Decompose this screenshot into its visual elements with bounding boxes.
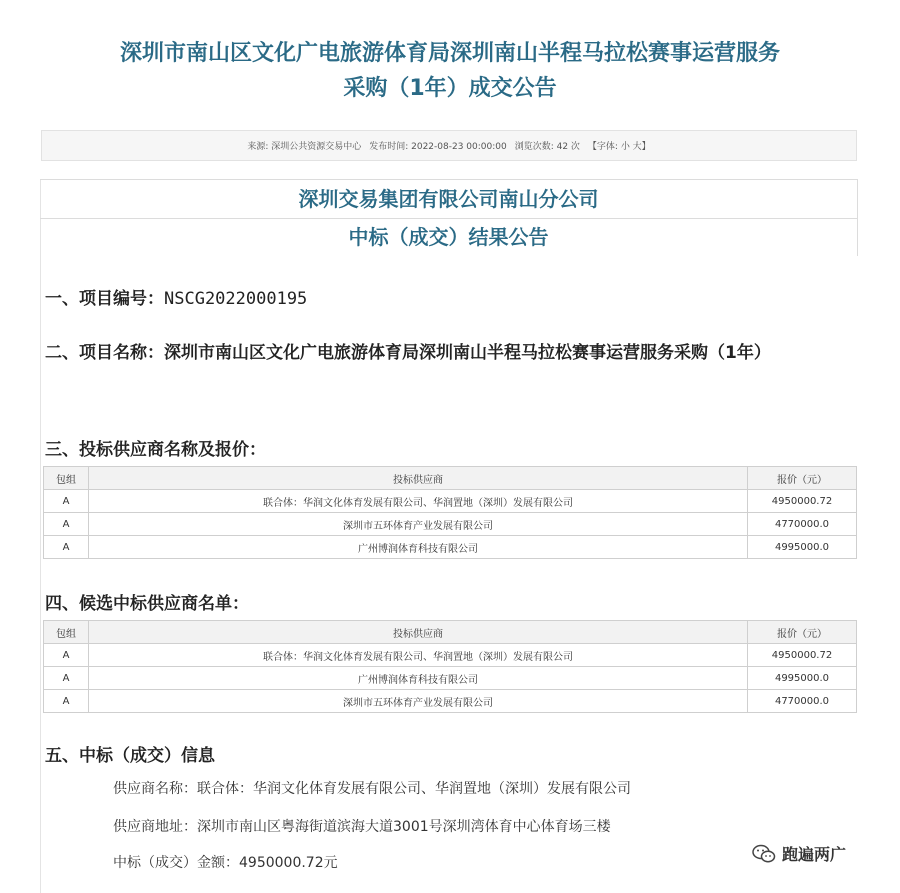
meta-views: 浏览次数: 42 次 [514, 142, 580, 152]
cell-group: A [44, 667, 89, 690]
table-header-row [44, 467, 857, 490]
project-number-label: 一、项目编号： [45, 289, 164, 309]
table-row [44, 667, 857, 690]
table-row [44, 644, 857, 667]
section-award-heading: 五、中标（成交）信息 [45, 746, 215, 766]
content-frame-border [40, 179, 41, 893]
notice-header [40, 179, 858, 256]
col-price-header: 报价（元） [748, 621, 857, 644]
cell-group: A [44, 644, 89, 667]
award-supplier-address: 供应商地址：深圳市南山区粤海街道滨海大道3001号深圳湾体育中心体育场三楼 [113, 819, 611, 835]
cell-group: A [44, 490, 89, 513]
section-project-name [45, 337, 865, 369]
cell-supplier: 联合体：华润文化体育发展有限公司、华润置地（深圳）发展有限公司 [89, 644, 748, 667]
col-supplier-header: 投标供应商 [89, 621, 748, 644]
bid-table [43, 466, 857, 559]
cell-group: A [44, 513, 89, 536]
col-supplier-header: 投标供应商 [89, 467, 748, 490]
col-group-header: 包组 [44, 621, 89, 644]
cell-price: 4950000.72 [748, 644, 857, 667]
cell-supplier: 联合体：华润文化体育发展有限公司、华润置地（深圳）发展有限公司 [89, 490, 748, 513]
meta-publish-time: 发布时间: 2022-08-23 00:00:00 [369, 142, 507, 152]
cell-supplier: 深圳市五环体育产业发展有限公司 [89, 513, 748, 536]
page-title [0, 36, 900, 106]
cell-price: 4995000.0 [748, 536, 857, 559]
cell-supplier: 深圳市五环体育产业发展有限公司 [89, 690, 748, 713]
meta-bar [41, 130, 857, 161]
cell-supplier: 广州博润体育科技有限公司 [89, 667, 748, 690]
candidate-table [43, 620, 857, 713]
section-bid-heading: 三、投标供应商名称及报价： [45, 440, 266, 460]
font-size-toggle[interactable]: 【字体: 小 大】 [587, 142, 651, 152]
table-row [44, 513, 857, 536]
watermark [752, 842, 846, 865]
notice-issuer: 深圳交易集团有限公司南山分公司 [40, 180, 857, 219]
cell-price: 4950000.72 [748, 490, 857, 513]
award-amount: 中标（成交）金额：4950000.72元 [113, 855, 338, 871]
section-project-number [45, 284, 307, 309]
page-title-line1: 深圳市南山区文化广电旅游体育局深圳南山半程马拉松赛事运营服务 [119, 41, 780, 66]
cell-price: 4770000.0 [748, 513, 857, 536]
wechat-icon [752, 844, 776, 864]
project-name-label: 二、项目名称： [45, 343, 164, 363]
table-row [44, 690, 857, 713]
cell-group: A [44, 690, 89, 713]
cell-price: 4995000.0 [748, 667, 857, 690]
award-supplier-name: 供应商名称：联合体：华润文化体育发展有限公司、华润置地（深圳）发展有限公司 [113, 781, 631, 797]
section-candidate-heading: 四、候选中标供应商名单： [45, 594, 249, 614]
table-row [44, 490, 857, 513]
project-name-value: 深圳市南山区文化广电旅游体育局深圳南山半程马拉松赛事运营服务采购（1年） [164, 343, 771, 363]
project-number-value: NSCG2022000195 [164, 289, 308, 309]
cell-price: 4770000.0 [748, 690, 857, 713]
col-price-header: 报价（元） [748, 467, 857, 490]
cell-group: A [44, 536, 89, 559]
col-group-header: 包组 [44, 467, 89, 490]
meta-source: 来源: 深圳公共资源交易中心 [247, 142, 362, 152]
notice-heading: 中标（成交）结果公告 [348, 225, 549, 249]
table-row [44, 536, 857, 559]
cell-supplier: 广州博润体育科技有限公司 [89, 536, 748, 559]
page-title-line2: 采购（1年）成交公告 [343, 76, 557, 101]
watermark-text: 跑遍两广 [782, 845, 847, 864]
table-header-row [44, 621, 857, 644]
